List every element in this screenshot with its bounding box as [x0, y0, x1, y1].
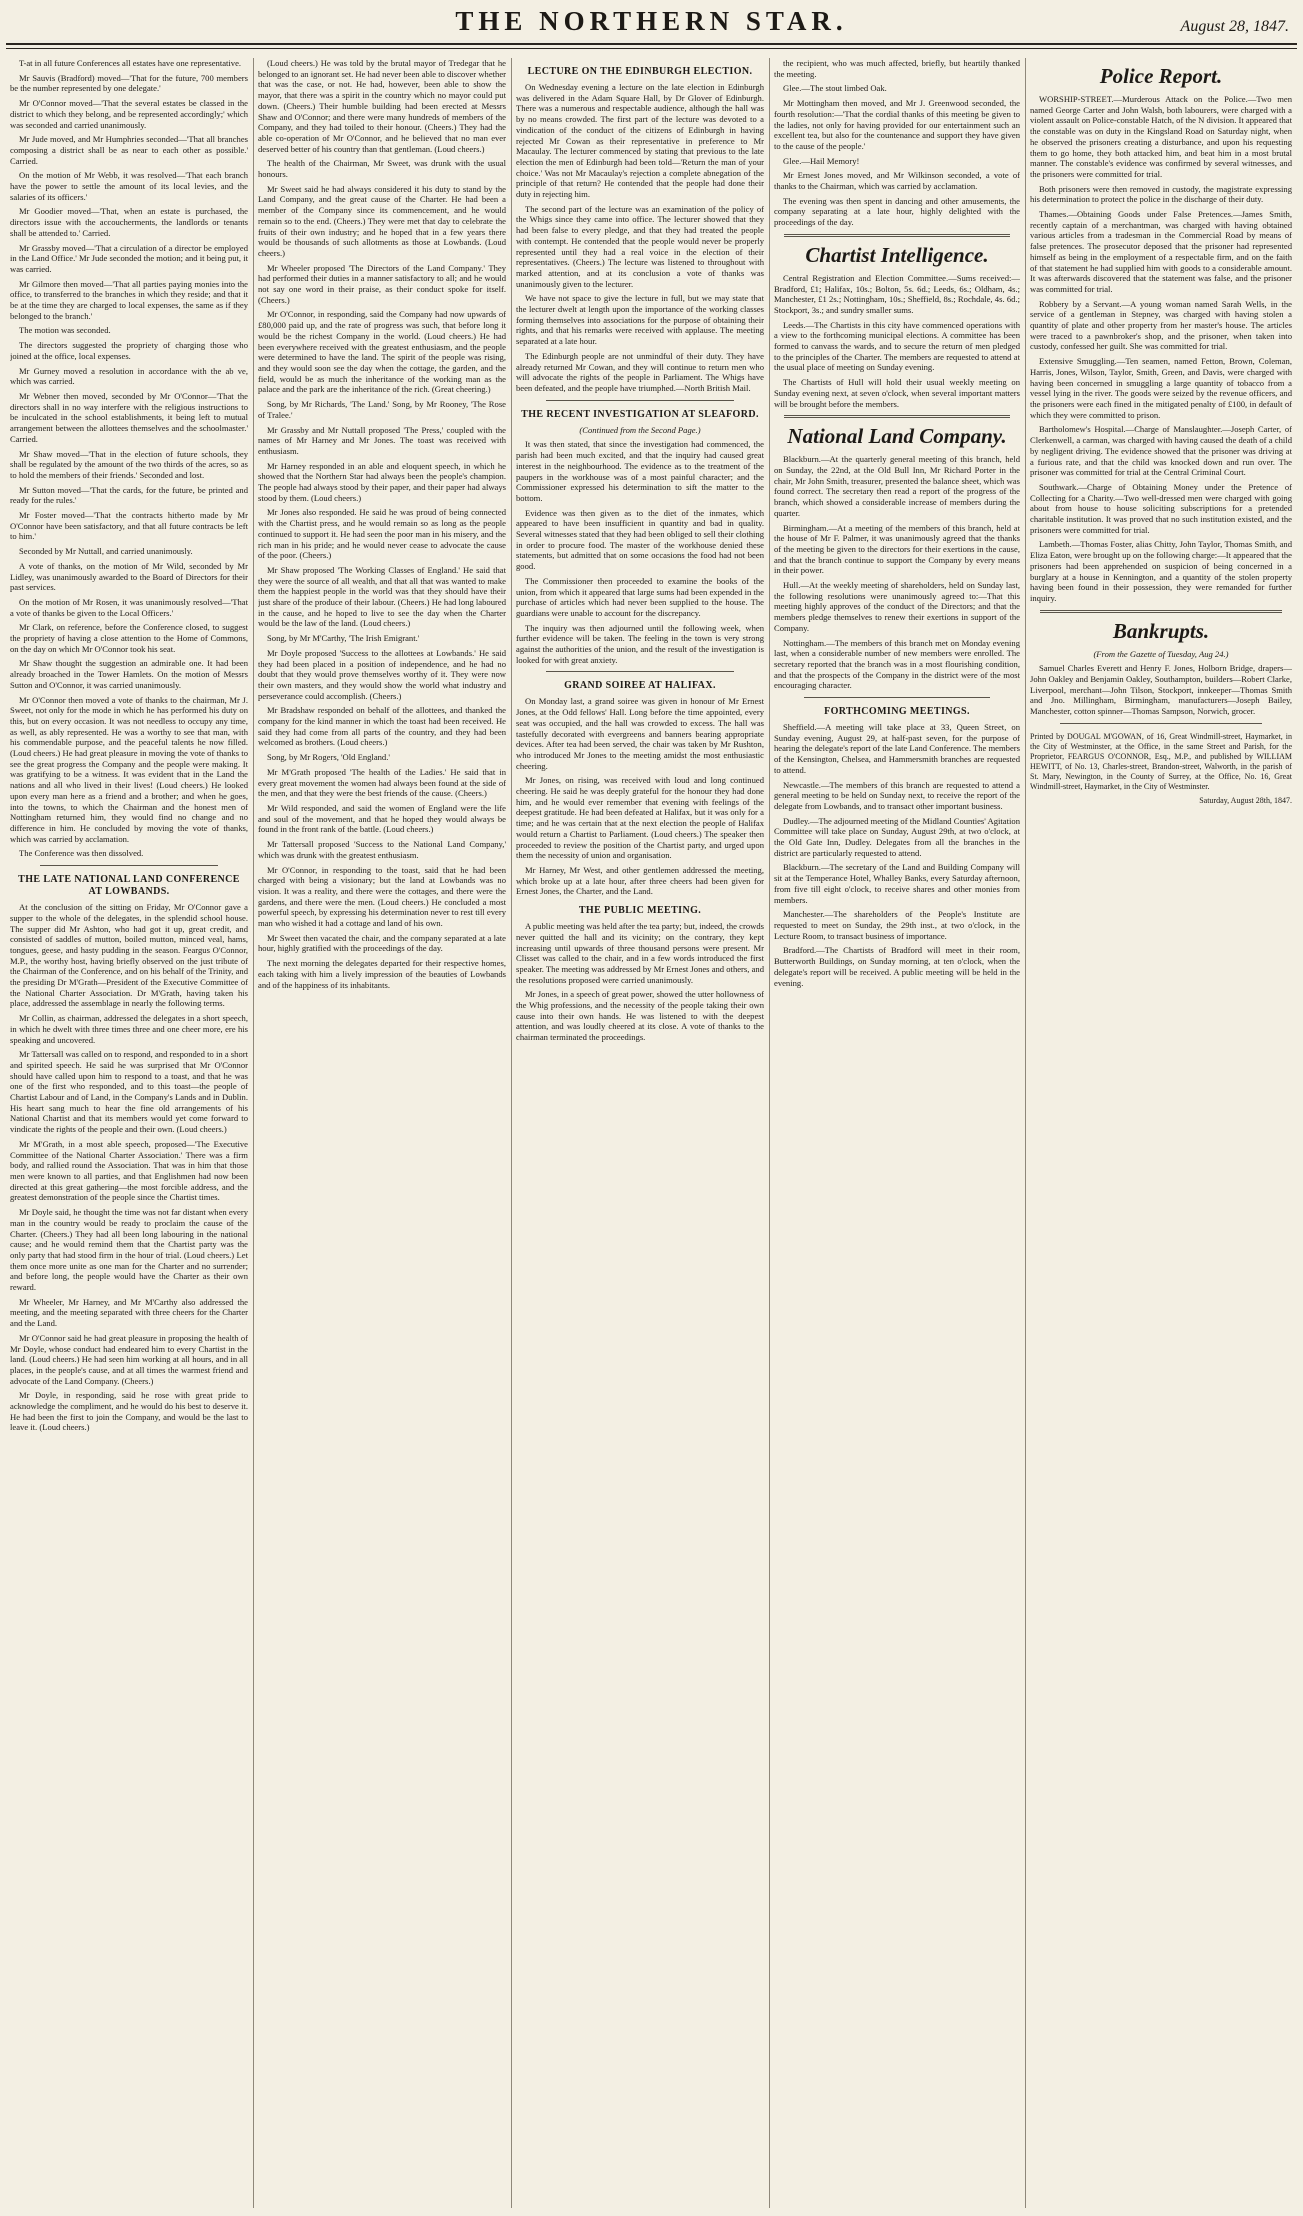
paragraph: A public meeting was held after the tea party; but, indeed, the crowds never quitted the hall and its vicinity; on the contrary, they kept increasing until upwards of three thousand persons were present. Mr Clisset was called to the chair, and in a few words introduced the first speaker. The meeting was addressed by Mr Ernest Jones and others, and the resolutions proposed were carried unanimously.: [516, 921, 764, 985]
column-divider: [1025, 58, 1026, 2208]
paragraph: On Wednesday evening a lecture on the late election in Edinburgh was delivered in the Adam Square Hall, by Dr Glover of Edinburgh. There was a numerous and respectable audience, although the hall was by no means crowded. The first part of the lecture was devoted to a vindication of the conduct of the citizens of Edinburgh in having rejected Mr Cowan as their representative in preference to Mr Macaulay. The lecturer commenced by stating that previous to the late election the men of Edinburgh had been told—'Return the man of your choice.' Was not Mr Macaulay's rejection a complete abnegation of the principle of that return? He contended that the people had done their duty in rejecting him.: [516, 82, 764, 200]
paragraph: Seconded by Mr Nuttall, and carried unanimously.: [19, 546, 193, 557]
paragraph: The next morning the delegates departed for their respective homes, each taking with him a lively impression of the beauties of Lowbands and of the happiness of its inhabitants.: [258, 958, 506, 990]
paragraph: Mr Doyle proposed 'Success to the allottees at Lowbands.' He said they had been placed in a position of independence, and he had no doubt that they would prove themselves worthy of it. They were now their own masters, and they would show the world what industry and perseverance could accomplish. (Cheers.): [258, 647, 506, 701]
paragraph: Mr Jones also responded. He said he was proud of being connected with the Chartist press, and he would remain so as long as the people continued to support it. He had seen the poor man in his misery, and the rich man in his pride; and he would never cease to advocate the cause of the poor. (Cheers.): [258, 507, 506, 561]
paragraph: Mr Sutton moved—'That the cards, for the future, be printed and ready for the rules.': [10, 484, 248, 506]
paragraph: The Conference was then dissolved.: [19, 848, 144, 859]
paragraph: Bartholomew's Hospital.—Charge of Manslaughter.—Joseph Carter, of Clerkenwell, a carman, was charged with having caused the death of a child by negligent driving. The evidence showed that the prisoner was driving at a furious rate, and that the child was knocked down and run over. The prisoner was committed for trial at the Central Criminal Court.: [1030, 424, 1292, 478]
paragraph: The health of the Chairman, Mr Sweet, was drunk with the usual honours.: [258, 158, 506, 180]
paragraph: Robbery by a Servant.—A young woman named Sarah Wells, in the service of a gentleman in Stepney, was charged with having stolen a quantity of plate and other property from her master's house. The articles were traced to a pawnbroker's shop, and the prisoner, when taken into custody, confessed her guilt. She was committed for trial.: [1030, 298, 1292, 352]
section-rule: [784, 234, 1010, 237]
paragraph: On Monday last, a grand soiree was given in honour of Mr Ernest Jones, at the Odd fellows' Hall. Long before the time appointed, every seat was occupied, and the hall was crowded to excess. The hall was tastefully decorated with evergreens and banners bearing appropriate devices. After tea had been served, the chair was taken by Mr Rushton, who introduced Mr Jones to the meeting amidst the most enthusiastic cheering.: [516, 696, 764, 771]
paragraph: Hull.—At the weekly meeting of shareholders, held on Sunday last, the following resolutions were unanimously agreed to:—That this meeting highly approves of the conduct of the Directors; and that the members pledge themselves to renew their exertions in support of the Company.: [774, 580, 1020, 633]
paragraph: The Chartists of Hull will hold their usual weekly meeting on Sunday evening next, at seven o'clock, when several important matters will be brought before the members.: [774, 377, 1020, 409]
paragraph: Mr Jude moved, and Mr Humphries seconded—'That all branches composing a district shall be as near to each other as possible.' Carried.: [10, 134, 248, 166]
paragraph: Samuel Charles Everett and Henry F. Jones, Holborn Bridge, drapers—John Oakley and Benjamin Oakley, Southampton, builders—Robert Clarke, Liverpool, merchant—John Tilson, Stockport, innkeeper—Thomas Smith and Jno. Millingham, Birmingham, manufacturers—Joseph Bailey, Manchester, cotton spinner—Thomas Sampson, Norwich, grocer.: [1030, 663, 1292, 717]
paragraph: Mr M'Grath, in a most able speech, proposed—'The Executive Committee of the National Charter Association.' There was a firm body, and rallied round the Association. That was in him that those men were known to all parties, and that Englishmen had now been directed at this great gathering—the most forcible address, and the greatest demonstration of the people since the Chartist times.: [10, 1138, 248, 1203]
section-rule: [1060, 723, 1262, 724]
paragraph: Mr O'Connor then moved a vote of thanks to the chairman, Mr J. Sweet, not only for the mode in which he has performed his duty on this, but on every occasion. It was not needless to occupy any time, as well, as ably represented. He was a worthy to see that man, with his commendable purpose, and the peaceful talents he now filled. (Loud cheers.) He had great pleasure in moving the vote of thanks to see the great progress the Company and the people were making. It was gratifying to be a witness. It was evident that in the Land the nations and all who lived in their lives! (Loud cheers.) He looked upon every man here as a friend and a brother; and when he goes, into the towns, to which the Chairman and the honest men of Nottingham returned him, they would find no change and no difference in him. He concluded by moving the vote of thanks, which was carried by acclamation.: [10, 694, 248, 844]
section-rule: [804, 697, 990, 698]
paragraph: Mr Mottingham then moved, and Mr J. Greenwood seconded, the fourth resolution:—'That the cordial thanks of this meeting be given to the ladies, not only for having provided for our entertainment such an excellent tea, but also for the countenance and support they have given to the cause of the people.': [774, 98, 1020, 151]
paragraph: Glee.—The stout limbed Oak.: [783, 83, 887, 94]
section-rule: [1040, 610, 1282, 613]
paragraph: the recipient, who was much affected, briefly, but heartily thanked the meeting.: [774, 58, 1020, 79]
paragraph: Dudley.—The adjourned meeting of the Midland Counties' Agitation Committee will take place on Sunday, August 29th, at two o'clock, at the Old Gate Inn, Dudley. Delegates from all the branches in the district are particularly requested to attend.: [774, 815, 1020, 858]
paragraph: Mr O'Connor moved—'That the several estates be classed in the district to which they belong, and be represented accordingly;' which was seconded and carried unanimously.: [10, 98, 248, 130]
paragraph: Sheffield.—A meeting will take place at 33, Queen Street, on Sunday evening, August 29, at half-past seven, for the purpose of hearing the delegate's report of the late Land Conference. The members of the Kensington, Chelsea, and Hammersmith branches are requested to attend.: [774, 722, 1020, 775]
paragraph: Bradford.—The Chartists of Bradford will meet in their room, Butterworth Buildings, on Sunday morning, at ten o'clock, when the delegate's report will be received. A public meeting will be held in the evening.: [774, 945, 1020, 988]
column-divider: [253, 58, 254, 2208]
article-headline: THE PUBLIC MEETING.: [578, 905, 702, 917]
paragraph: Central Registration and Election Committee.—Sums received:—Bradford, £1; Halifax, 10s.; Bolton, 5s. 6d.; Leeds, 6s.; Oldham, 4s.; Manchester, £1 2s.; Nottingham, 10s.; Sheffield, 8s.; Rochdale, 4s. 6d.; Stockport, 3s.; and sundry smaller sums.: [774, 272, 1020, 315]
column-2: [258, 58, 506, 2208]
column-4: [774, 58, 1020, 2208]
paragraph: Extensive Smuggling.—Ten seamen, named Fetton, Brown, Coleman, Harris, Jones, Wilson, Taylor, Smith, Green, and Davis, were charged with having been concerned in smuggling a large quantity of tobacco from a vessel lying in the river. The goods were seized by the revenue officers, and the prisoners were each fined in the mitigated penalty of £100, in default of which they were committed to prison.: [1030, 356, 1292, 420]
paragraph: Mr O'Connor, in responding, said the Company had now upwards of £80,000 paid up, and the rate of progress was such, that before long it would be the richest Company in the world. (Loud cheers.) He had been everywhere received with the greatest enthusiasm, and the people were determined to have the land. The spirit of the people was rising, and they would soon see the day when the cottage, the garden, and the field, would be as much the inheritance of the working man as the palace and the park are the inheritance of the rich. (Great cheering.): [258, 309, 506, 395]
paragraph: On the motion of Mr Rosen, it was unanimously resolved—'That a vote of thanks be given to the Local Officers.': [10, 596, 248, 618]
article-headline: THE RECENT INVESTIGATION AT SLEAFORD.: [521, 408, 759, 420]
masthead: [0, 0, 1303, 56]
article-headline: LECTURE ON THE EDINBURGH ELECTION.: [527, 66, 753, 77]
paragraph: Mr Doyle, in responding, said he rose with great pride to acknowledge the compliment, and he would do his best to deserve it. He had been the first to join the Company, and would be the last to leave it. (Loud cheers.): [10, 1390, 248, 1433]
paragraph: On the motion of Mr Webb, it was resolved—'That each branch have the power to settle the amount of its local levies, and the salaries of its officers.': [10, 170, 248, 202]
paragraph: (Loud cheers.) He was told by the brutal mayor of Tredegar that he belonged to an ignorant set. He had never been able to discover whether that was the case, or not. He had, however, been able to show the mayor, that there was a spirit in the country which no mayor could put down. (Cheers.) Their humble building had been erected at Messrs Shaw and O'Connor; and there were many hundreds of members of the Company, and they had toiled to their honour. (Cheers.) They had the able co-operation of Mr O'Connor, and he believed that no man ever deserved better of his country than that gentleman. (Loud cheers.): [258, 58, 506, 154]
masthead-rule: [6, 43, 1297, 45]
article-headline: GRAND SOIREE AT HALIFAX.: [564, 680, 716, 692]
paragraph: Mr Shaw moved—'That in the election of future schools, they shall be regulated by the amount of the two thirds of the acres, so as to hold the members of their friends.' Seconded and lost.: [10, 448, 248, 480]
paragraph: Mr Wheeler proposed 'The Directors of the Land Company.' They had performed their duties in a manner satisfactory to all; and he would not say one word in their praise, as their conduct spoke for itself. (Cheers.): [258, 262, 506, 305]
paragraph: The motion was seconded.: [19, 325, 111, 336]
paragraph: Mr Jones, in a speech of great power, showed the utter hollowness of the Whig professions, and the necessity of the people taking their own cause into their own hands. He was listened to with the deepest attention, and was loudly cheered at its close. A vote of thanks to the chairman terminated the proceedings.: [516, 989, 764, 1043]
paragraph: Mr Webner then moved, seconded by Mr O'Connor—'That the directors shall in no way interfere with the religious instructions to be inculcated in the school establishments, it being left to mutual arrangement between the allottees themselves and the schoolmaster.' Carried.: [10, 390, 248, 444]
column-1: [10, 58, 248, 2208]
paragraph: T-at in all future Conferences all estates have one representative.: [19, 58, 242, 68]
paragraph: Mr Foster moved—'That the contracts hitherto made by Mr O'Connor have been satisfactory, and that all future contracts be left to him.': [10, 510, 248, 542]
paragraph: Mr Doyle said, he thought the time was not far distant when every man in the country would be ready to proclaim the cause of the Charter. (Cheers.) They had all been long labouring in the national cause; and he would remind them that the Chartist party was the only party that had stood firm in the hour of trial. (Loud cheers.) Let them once more unite as one man for the Charter and no surrender; and before long, the people would have the Charter as their own reward.: [10, 1207, 248, 1293]
paragraph: Mr Harney, Mr West, and other gentlemen addressed the meeting, which broke up at a late hour, after three cheers had been given for Ernest Jones, the Charter, and the Land.: [516, 865, 764, 897]
paragraph: Glee.—Hail Memory!: [783, 155, 860, 166]
paragraph: Song, by Mr Rogers, 'Old England.': [267, 752, 390, 763]
paragraph: Mr Gilmore then moved—'That all parties paying monies into the office, to transferred to the branches in which they reside; and that it be at the time they are charged to local expenses, the same as if they belonged to the branch.': [10, 278, 248, 321]
paragraph: Nottingham.—The members of this branch met on Monday evening last, when a considerable number of new members were enrolled. The secretary reported that the branch was in a most flourishing condition, and that the prospects of the Company in the district were of the most encouraging character.: [774, 637, 1020, 691]
paragraph: A vote of thanks, on the motion of Mr Wild, seconded by Mr Lidley, was unanimously awarded to the Board of Directors for their past services.: [10, 560, 248, 593]
paragraph: The inquiry was then adjourned until the following week, when further evidence will be taken. The feeling in the town is very strong against the authorities of the union, and the result of the investigation is looked for with great anxiety.: [516, 622, 764, 665]
paragraph: Mr Grassby moved—'That a circulation of a director be employed in the Land Office.' Mr Jude seconded the motion; and it being put, it was carried.: [10, 242, 248, 274]
column-divider: [769, 58, 770, 2208]
paragraph: Mr Harney responded in an able and eloquent speech, in which he showed that the Northern Star had always been the people's champion. The people had always stood by their paper, and their paper had always stood by them. (Loud cheers.): [258, 460, 506, 503]
paragraph: Mr Wild responded, and said the women of England were the life and soul of the movement, and that he hoped they would always be found in the front rank of the battle. (Loud cheers.): [258, 803, 506, 835]
paragraph: Blackburn.—The secretary of the Land and Building Company will sit at the Temperance Hotel, Whalley Banks, every Saturday afternoon, from five till eight o'clock, to receive shares and other monies from members.: [774, 862, 1020, 905]
section-rule: [784, 415, 1010, 418]
article-headline: FORTHCOMING MEETINGS.: [824, 706, 970, 718]
paragraph: Southwark.—Charge of Obtaining Money under the Pretence of Collecting for a Charity.—Two well-dressed men were charged with going about from house to house soliciting subscriptions for a pretended charitable institution. It was proved that no such institution existed, and the prisoners were committed for trial.: [1030, 481, 1292, 535]
paragraph: Mr Jones, on rising, was received with loud and long continued cheering. He said he was deeply grateful for the honour they had done him, and he would ever remember that evening with feelings of the deepest gratitude. He had been defeated at Halifax, but it was only for a time; and he was certain that at the next election the people of Halifax would return a Chartist to Parliament. (Loud cheers.) The speaker then proceeded to review the position of the Chartist party, and urged upon them the necessity of union and organisation.: [516, 775, 764, 861]
paragraph: Mr Shaw proposed 'The Working Classes of England.' He said that they were the source of all wealth, and that all that was wanted to make them the happiest people in the world was that they should have their just share of the produce of their labour. (Cheers.) He had long laboured in the cause, and he hoped to live to see the day when the Charter would be the law of the land. (Loud cheers.): [258, 564, 506, 629]
paragraph: Leeds.—The Chartists in this city have commenced operations with a view to the forthcoming municipal elections. A committee has been formed to canvass the wards, and to secure the return of men pledged to the principles of the Charter. The members are requested to attend at the usual place of meeting on Sunday evening.: [774, 319, 1020, 373]
paragraph: Mr Tattersall proposed 'Success to the National Land Company,' which was drunk with the greatest enthusiasm.: [258, 839, 506, 860]
column-5: [1030, 58, 1292, 2208]
article-headline: THE LATE NATIONAL LAND CONFERENCE AT LOWBANDS.: [18, 874, 240, 898]
paragraph: Birmingham.—At a meeting of the members of this branch, held at the house of Mr F. Palmer, it was unanimously agreed that the thanks of the meeting be given to the directors for their exertions in the cause, and that the branch continue to support the Company by every means in their power.: [774, 522, 1020, 576]
paragraph: Mr Grassby and Mr Nuttall proposed 'The Press,' coupled with the names of Mr Harney and Mr Jones. The toast was received with enthusiasm.: [258, 424, 506, 456]
section-headline: Bankrupts.: [1112, 618, 1210, 643]
paragraph: Mr Collin, as chairman, addressed the delegates in a short speech, in which he dwelt with three times three and one cheer more, ere his speaking and uncovered.: [10, 1013, 248, 1045]
paragraph: Blackburn.—At the quarterly general meeting of this branch, held on Sunday, the 22nd, at the Old Bull Inn, Mr Richard Porter in the chair, Mr John Smith, treasurer, presented the balance sheet, which was found correct. The secretary then read a report of the progress of the branch, which showed a considerable increase of members during the quarter.: [774, 454, 1020, 518]
gazette-note: (From the Gazette of Tuesday, Aug 24.): [1093, 648, 1229, 659]
paragraph: Mr Sweet then vacated the chair, and the company separated at a late hour, highly gratified with the proceedings of the day.: [258, 932, 506, 954]
paragraph: Song, by Mr M'Carthy, 'The Irish Emigrant.': [267, 633, 420, 644]
masthead-rule-thin: [6, 48, 1297, 49]
section-headline: Police Report.: [1099, 64, 1223, 88]
paragraph: The Edinburgh people are not unmindful of their duty. They have already returned Mr Cowan, and they will continue to return men who will advocate the rights of the people in Parliament. The Whigs have been defeated, and the people have triumphed.—North British Mail.: [516, 350, 764, 393]
section-headline: National Land Company.: [787, 424, 1007, 449]
paragraph: Manchester.—The shareholders of the People's Institute are requested to meet on Sunday, the 29th inst., at two o'clock, in the Lecture Room, to transact business of importance.: [774, 909, 1020, 941]
paragraph: Song, by Mr Richards, 'The Land.' Song, by Mr Rooney, 'The Rose of Tralee.': [258, 399, 506, 420]
paragraph: Evidence was then given as to the diet of the inmates, which appeared to have been insufficient in quantity and bad in quality. Several witnesses stated that they had been obliged to sell their clothing in order to procure food. The master of the workhouse denied these statements, but admitted that on some occasions the food had not been good.: [516, 507, 764, 572]
imprint-date: Saturday, August 28th, 1847.: [1199, 795, 1292, 805]
paragraph: Both prisoners were then removed in custody, the magistrate expressing his determination to protect the police in the discharge of their duty.: [1030, 183, 1292, 205]
article-subhead: (Continued from the Second Page.): [579, 424, 701, 435]
paragraph: Mr Ernest Jones moved, and Mr Wilkinson seconded, a vote of thanks to the Chairman, which was carried by acclamation.: [774, 170, 1020, 192]
paragraph: Mr M'Grath proposed 'The health of the Ladies.' He said that in every great movement the women had always been found at the side of the men, and that they were the best friends of the cause. (Cheers.): [258, 766, 506, 799]
paragraph: Mr Sweet said he had always considered it his duty to stand by the Land Company, and the great cause of the Charter. He had been a member of the Company since its commencement, and he would remain so to the end. (Cheers.) They were met that day to celebrate the fruits of their own industry; and he hoped that in a few years there would be thousands of such allotments as those at Lowbands. (Loud cheers.): [258, 183, 506, 258]
column-3: [516, 58, 764, 2208]
section-headline: Chartist Intelligence.: [805, 242, 989, 267]
paragraph: The second part of the lecture was an examination of the policy of the Whigs since they came into office. The lecturer showed that they had been false to every pledge, and that they had treated the people with contempt. He contended that the people would never be properly represented until they had a real voice in the election of their representatives. (Cheers.) The lecture was listened to throughout with marked attention, and at its conclusion a vote of thanks was unanimously given to the lecturer.: [516, 203, 764, 289]
paragraph: Mr Goodier moved—'That, when an estate is purchased, the directors issue with the accoucherments, the landlords or tenants shall be attended to.' Carried.: [10, 206, 248, 238]
paragraph: At the conclusion of the sitting on Friday, Mr O'Connor gave a supper to the whole of the delegates, in the splendid school house. The supper did Mr Ashton, who had got it up, great credit, and consisted of saddles of mutton, boiled mutton, minced veal, hams, tongues, geese, and hasty pudding in the season. Feargus O'Connor, M.P., the worthy host, having briefly observed on the just tribute of the Chairman of the Conference, and on his behalf of the Trinity, and the presiding Dr M'Grath—President of the Executive Committee of the National Charter Association. Dr M'Grath, having taken his place, addressed the assemblage in nearly the following terms.: [10, 902, 248, 1009]
paragraph: The directors suggested the propriety of charging those who joined at the office, local expenses.: [10, 340, 248, 361]
paragraph: Mr Sauvis (Bradford) moved—'That for the future, 700 members be the number represented by one delegate.': [10, 72, 248, 94]
paragraph: We have not space to give the lecture in full, but we may state that the lecturer dwelt at length upon the importance of the working classes forming themselves into associations for the purpose of obtaining their rights, and that his remarks were received with applause. The meeting separated at a late hour.: [516, 293, 764, 347]
paragraph: Mr Clark, on reference, before the Conference closed, to suggest the propriety of having a close attention to the Home of Commons, on the day on which Mr O'Connor took his seat.: [10, 622, 248, 654]
paragraph: Mr Tattersall was called on to respond, and responded to in a short and spirited speech. He said he was surprised that Mr O'Connor should have called upon him to respond to a toast, and that he was one of the first who responded, and to this toast—the people of Chartist Labour and of Land, in the Company's Lands and in Dublin. His heart sang much to hear the fine old arrangements of his National Chartist and that its members would yet come forward to vindicate the rights of the people and their own. (Loud cheers.): [10, 1049, 248, 1135]
paragraph: WORSHIP-STREET.—Murderous Attack on the Police.—Two men named George Carter and John Walsh, both labourers, were charged with a violent assault on Police-constable Hatch, of the N division. It appeared that the constable was on duty in the Kingsland Road on Saturday night, when he observed the prisoners creating a disturbance, and upon his requesting them to go home, they both attacked him, and beat him in a most brutal manner. The constable's evidence was confirmed by several witnesses, and the prisoners were committed for trial.: [1030, 94, 1292, 179]
paragraph: Lambeth.—Thomas Foster, alias Chitty, John Taylor, Thomas Smith, and Eliza Eaton, were brought up on the following charge:—It appeared that the prisoners had been apprehended on suspicion of being concerned in a burglary at a house in Kennington, and a quantity of the stolen property having been found in their possession, they were remanded for further inquiry.: [1030, 539, 1292, 603]
paragraph: The evening was then spent in dancing and other amusements, the company separating at a late hour, highly delighted with the proceedings of the day.: [774, 195, 1020, 228]
section-rule: [40, 865, 218, 866]
section-rule: [546, 671, 734, 672]
paragraph: Mr Bradshaw responded on behalf of the allottees, and thanked the company for the kind manner in which the toast had been received. He said they had come from all parts of the country, and they had been welcomed as brothers. (Loud cheers.): [258, 705, 506, 748]
paragraph: It was then stated, that since the investigation had commenced, the parish had been much excited, and that the inquiry had caused great interest in the neighbourhood. The evidence as to the treatment of the paupers in the workhouse was of a most painful character; and the Commissioner expressed his determination to sift the matter to the bottom.: [516, 439, 764, 503]
paragraph: Mr O'Connor, in responding to the toast, said that he had been charged with being a visionary; but the land at Lowbands was no vision. It was a reality, and there were the cottages, and there were the gardens, and there were the men. (Loud cheers.) He concluded a most powerful speech, by expressing his determination never to rest till every man who wished it had a cottage and land of his own.: [258, 864, 506, 929]
paragraph: Mr O'Connor said he had great pleasure in proposing the health of Mr Doyle, whose conduct had endeared him to every Chartist in the land. (Loud cheers.) He had seen him working at all hours, and in all places, in the people's cause, and at all times the warmest friend and advocate of the Land Company. (Cheers.): [10, 1332, 248, 1386]
column-divider: [511, 58, 512, 2208]
section-rule: [546, 400, 734, 401]
printer-imprint: Printed by DOUGAL M'GOWAN, of 16, Great Windmill-street, Haymarket, in the City of Westminster, at the Office, in the same Street and Parish, for the Proprietor, FEARGUS O'CONNOR, Esq., M.P., and published by WILLIAM HEWITT, of No. 13, Charles-street, Brandon-street, Walworth, in the parish of St. Mary, Newington, in the County of Surrey, at the Office, No. 16, Great Windmill-street, Haymarket, in the City of Westminster.: [1030, 731, 1292, 791]
paragraph: Thames.—Obtaining Goods under False Pretences.—James Smith, recently captain of a merchantman, was charged with having obtained various articles from a tradesman in the Commercial Road by means of false pretences. The prosecutor deposed that the prisoner had represented himself as being in the employment of a respectable firm, and on the faith of that statement he had supplied him with goods to a considerable amount. It was afterwards discovered that the statement was false, and the prisoner was committed for trial.: [1030, 209, 1292, 294]
paragraph: Mr Gurney moved a resolution in accordance with the ab ve, which was carried.: [10, 365, 248, 387]
issue-date: August 28, 1847.: [1180, 18, 1289, 35]
paragraph: Mr Shaw thought the suggestion an admirable one. It had been already broached in the Tower Hamlets. On the motion of Messrs Sutton and O'Connor, it was carried unanimously.: [10, 658, 248, 690]
paragraph: Mr Wheeler, Mr Harney, and Mr M'Carthy also addressed the meeting, and the meeting separated with three cheers for the Charter and the Land.: [10, 1296, 248, 1329]
newspaper-title: THE NORTHERN STAR.: [455, 6, 848, 36]
paragraph: The Commissioner then proceeded to examine the books of the union, from which it appeared that large sums had been expended in the purchase of articles which had never been supplied to the house. The guardians were unable to account for the discrepancy.: [516, 575, 764, 618]
paragraph: Newcastle.—The members of this branch are requested to attend a general meeting to be held on Sunday next, to receive the report of the delegate from Lowbands, and to transact other important business.: [774, 779, 1020, 811]
